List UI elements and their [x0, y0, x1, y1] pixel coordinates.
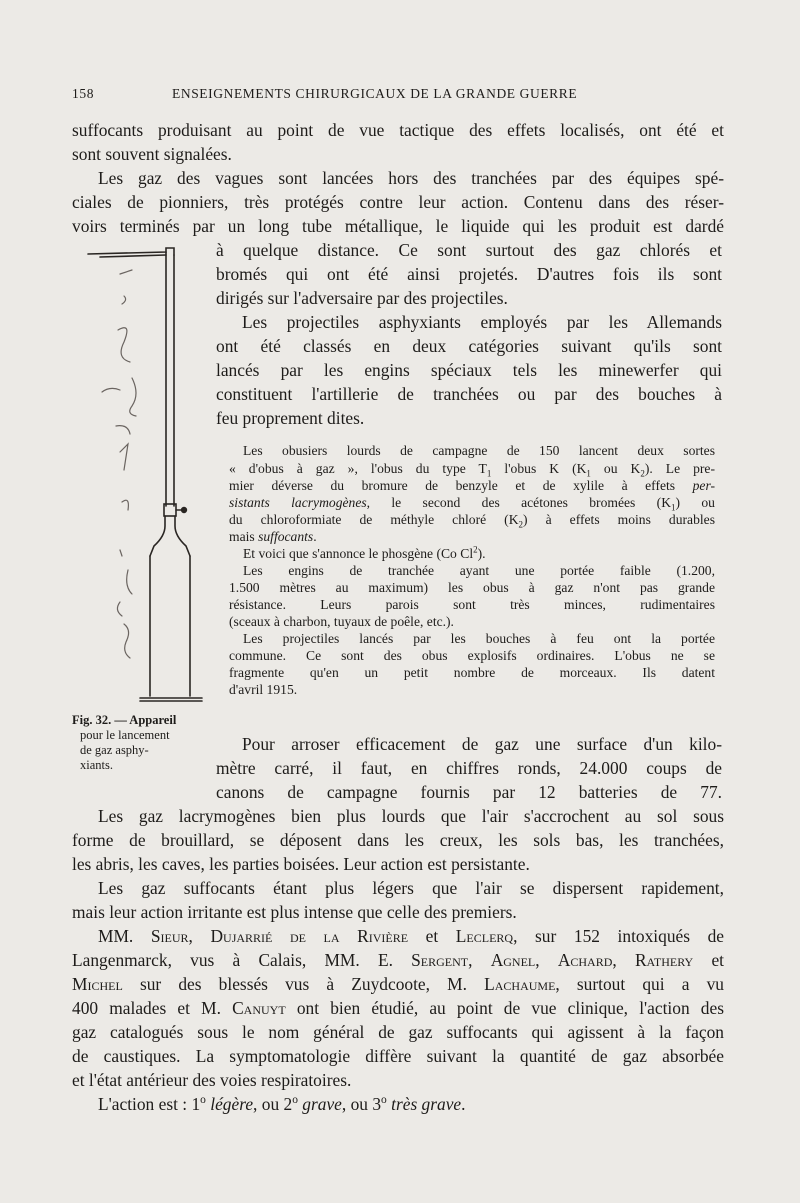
text-line: Les gaz suffocants étant plus légers que l'air se dispersent rapidement,	[98, 878, 724, 898]
text-line: gaz catalogués sous le nom général de gaz suffocants qui agissent à la façon	[72, 1022, 724, 1042]
text-line: Les gaz des vagues sont lancées hors des tranchées par des équipes spé-	[98, 168, 724, 188]
small-text-line: résistance. Leurs parois sont très minces, rudimentaires	[229, 597, 715, 612]
small-text-line: sistants lacrymogènes, le second des acétones bromées $(K_1)$ ou	[229, 495, 715, 513]
text-line: Michel sur des blessés vus à Zuydcoote, M. Lachaume, surtout qui a vu	[72, 974, 724, 994]
small-text-line: d'avril 1915.	[229, 682, 298, 697]
text-line: MM. Sieur, Dujarrié de la Rivière et Leclerq, sur 152 intoxiqués de	[98, 926, 725, 946]
text-line: de caustiques. La symptomatologie diffère suivant la quantité de gaz absorbée	[72, 1046, 724, 1066]
text-line: canons de campagne fournis par 12 batteries de 77.	[216, 782, 722, 802]
text-line: Pour arroser efficacement de gaz une surface d'un kilo-	[242, 734, 722, 754]
running-title: ENSEIGNEMENTS CHIRURGICAUX DE LA GRANDE GUERRE	[172, 86, 578, 101]
caption-line: Fig. 32. — Appareil	[72, 713, 177, 727]
text-line: les abris, les caves, les parties boisées. Leur action est persistante.	[72, 854, 530, 874]
page-number: 158	[72, 86, 95, 101]
caption-line: pour le lancement	[80, 728, 170, 742]
small-text-line: Et voici que s'annonce le phosgène (Co Cl$^2$).	[243, 544, 486, 561]
text-line: bromés qui ont été ainsi projetés. D'autres fois ils sont	[216, 264, 722, 284]
small-text-line: commune. Ce sont des obus explosifs ordinaires. L'obus ne se	[229, 648, 715, 663]
text-line: constituent l'artillerie de tranchées ou par des bouches à	[216, 384, 722, 404]
text-line: sont souvent signalées.	[72, 144, 232, 164]
text-line: à quelque distance. Ce sont surtout des gaz chlorés et	[216, 240, 722, 260]
text-line: ciales de pionniers, très protégés contre leur action. Contenu dans des réser-	[72, 192, 724, 212]
text-line: L'action est : 1$^o$ légère, ou 2$^o$ grave, ou 3$^o$ très grave.	[98, 1094, 466, 1114]
small-text-line: (sceaux à charbon, tuyaux de poêle, etc.).	[229, 614, 454, 629]
text-line: et l'état antérieur des voies respiratoires.	[72, 1070, 352, 1090]
small-text-line: mais suffocants.	[229, 529, 317, 544]
text-line: dirigés sur l'adversaire par des projectiles.	[216, 288, 508, 308]
text-line: lancés par les engins spéciaux tels les minewerfer qui	[216, 360, 722, 380]
small-text-line: mier déverse du bromure de benzyle et de xylile à effets per-	[229, 478, 715, 493]
text-line: Langenmarck, vus à Calais, MM. E. Sergent, Agnel, Achard, Rathery et	[72, 950, 724, 970]
caption-line: xiants.	[80, 758, 113, 772]
caption-line: de gaz asphy-	[80, 743, 149, 757]
text-line: mais leur action irritante est plus intense que celle des premiers.	[72, 902, 517, 922]
small-text-line: Les engins de tranchée ayant une portée faible (1.200,	[243, 563, 715, 578]
text-line: Les gaz lacrymogènes bien plus lourds que l'air s'accrochent au sol sous	[98, 806, 724, 826]
text-line: feu proprement dites.	[216, 408, 365, 428]
gas-apparatus-figure	[80, 238, 220, 708]
text-line: voirs terminés par un long tube métallique, le liquide qui les produit est dardé	[72, 216, 724, 236]
small-text-line: fragmente qu'en un petit nombre de morceaux. Ils datent	[229, 665, 715, 680]
small-text-line: du chloroformiate de méthyle chloré $(K_2)$ à effets moins durables	[229, 512, 715, 530]
text-line: forme de brouillard, se déposent dans les creux, les sols bas, les tranchées,	[72, 830, 724, 850]
text-line: 400 malades et M. Canuyt ont bien étudié, au point de vue clinique, l'action des	[72, 998, 724, 1018]
gas-cylinder-illustration	[80, 238, 220, 708]
small-text-line: Les obusiers lourds de campagne de 150 lancent deux sortes	[243, 443, 715, 458]
text-line: Les projectiles asphyxiants employés par les Allemands	[242, 312, 722, 332]
text-line: mètre carré, il faut, en chiffres ronds, 24.000 coups de	[216, 758, 722, 778]
text-line: ont été classés en deux catégories suivant qu'ils sont	[216, 336, 722, 356]
small-text-line: 1.500 mètres au maximum) les obus à gaz n'ont pas grande	[229, 580, 715, 595]
small-text-line: Les projectiles lancés par les bouches à feu ont la portée	[243, 631, 715, 646]
text-line: suffocants produisant au point de vue tactique des effets localisés, ont été et	[72, 120, 724, 140]
small-text-line: « d'obus à gaz », l'obus du type $T_1$ l'obus K ($K_1$ ou $K_2$). Le pre-	[229, 461, 715, 479]
